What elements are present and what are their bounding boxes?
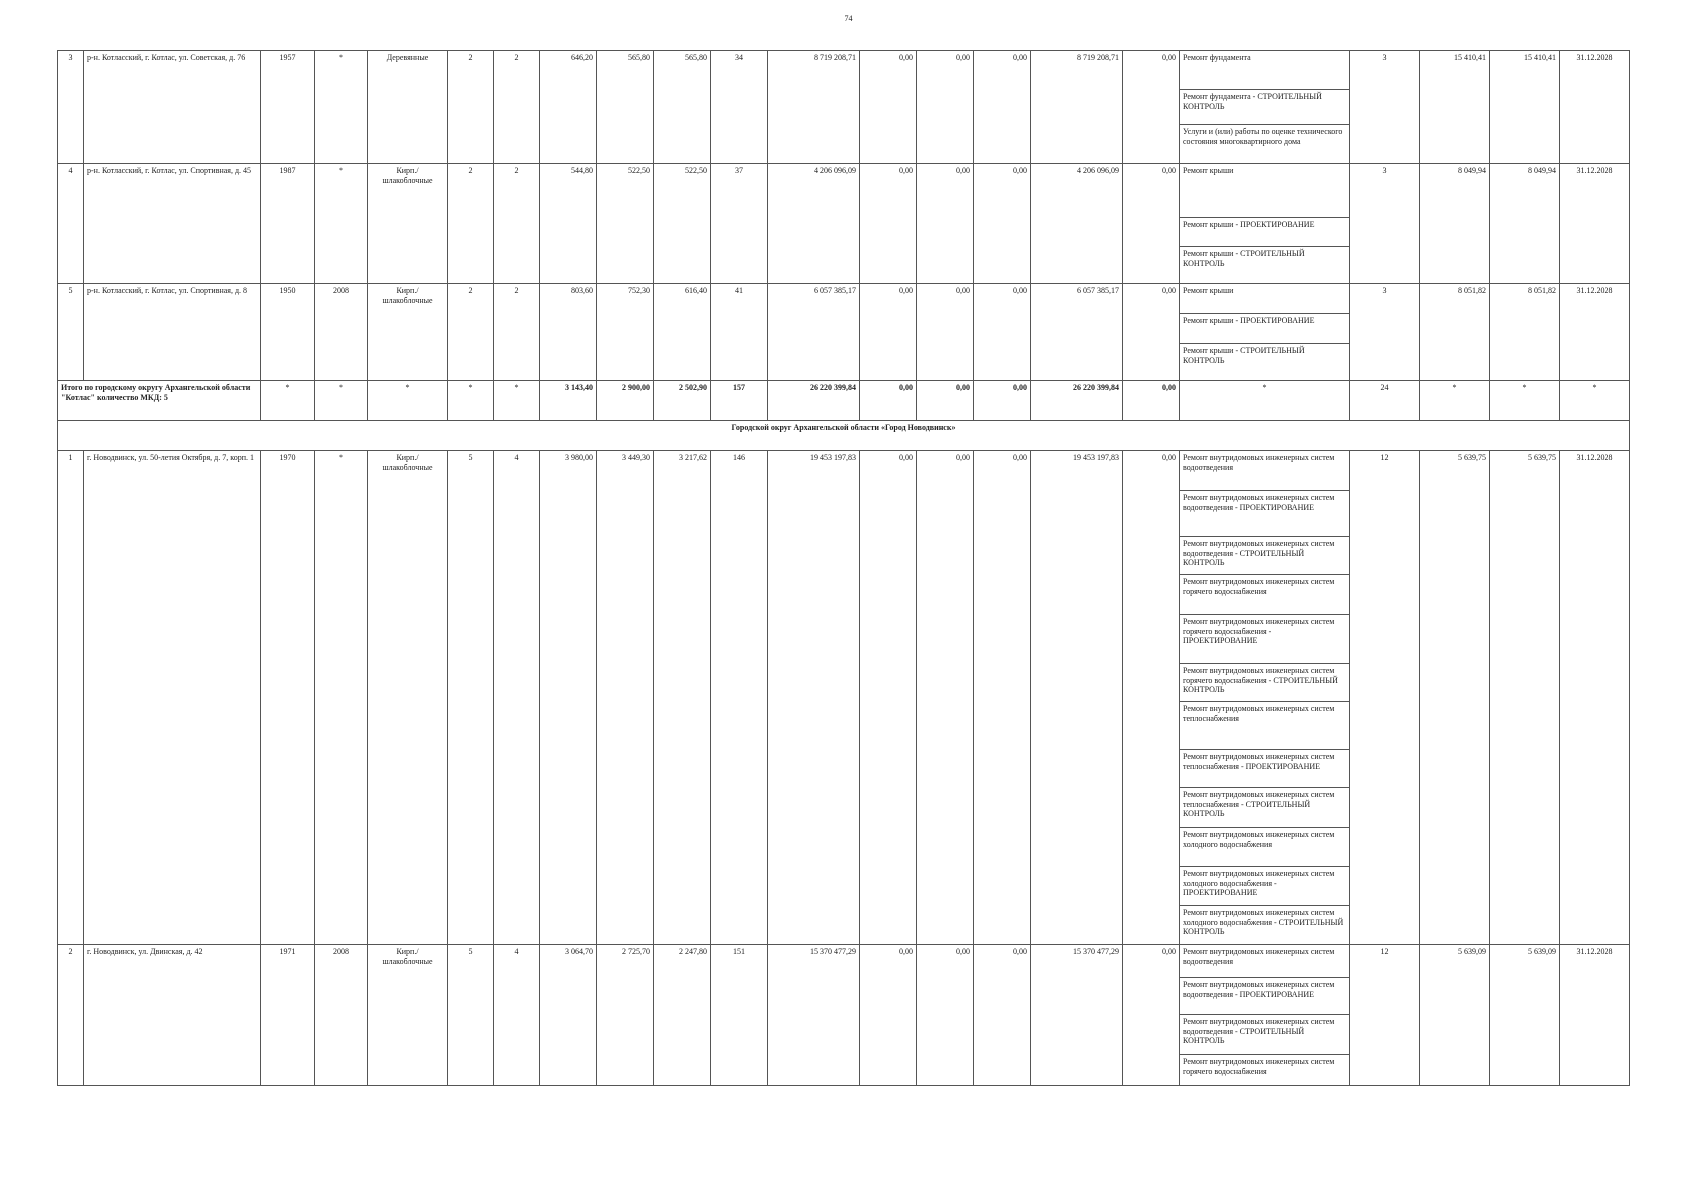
cell-f3: 0,00	[974, 284, 1031, 381]
cell-year-built: 1970	[261, 451, 315, 945]
cell-f2: 0,00	[917, 51, 974, 164]
cell-area-a: 752,30	[597, 284, 654, 381]
page-number: 74	[844, 14, 853, 23]
total-fund-5: 0,00	[1123, 381, 1180, 421]
table-row	[58, 945, 1630, 1086]
work-item: Ремонт внутридомовых инженерных систем холодного водоснабжения - ПРОЕКТИРОВАНИЕ	[1180, 867, 1349, 906]
cell-deadline: 31.12.2028	[1560, 284, 1630, 381]
cell-area-b: 3 217,62	[654, 451, 711, 945]
cell-f2: 0,00	[917, 945, 974, 1086]
table-row	[58, 164, 1630, 284]
work-item: Ремонт внутридомовых инженерных систем горячего водоснабжения - ПРОЕКТИРОВАНИЕ	[1180, 615, 1349, 664]
work-item: Ремонт внутридомовых инженерных систем холодного водоснабжения - СТРОИТЕЛЬНЫЙ КОНТРОЛЬ	[1183, 908, 1344, 937]
total-residents: 157	[711, 381, 768, 421]
cell-year-built: 1957	[261, 51, 315, 164]
work-item: Ремонт внутридомовых инженерных систем водоотведения - ПРОЕКТИРОВАНИЕ	[1180, 491, 1349, 537]
total-cost: 26 220 399,84	[768, 381, 860, 421]
work-item: Ремонт крыши - СТРОИТЕЛЬНЫЙ КОНТРОЛЬ	[1183, 346, 1305, 365]
total-area-a: 2 900,00	[597, 381, 654, 421]
work-item: Ремонт крыши	[1180, 164, 1349, 218]
cell-residents: 37	[711, 164, 768, 284]
cell-entrances: 2	[494, 51, 540, 164]
cell-year-overhaul: *	[315, 51, 368, 164]
cell-unit-cost: 8 049,94	[1420, 164, 1490, 284]
works-cell	[1180, 945, 1350, 1086]
cell-entrances: 4	[494, 945, 540, 1086]
section-title: Городской округ Архангельской области «Город Новодвинск»	[58, 421, 1630, 451]
novodvinsk-rows	[58, 451, 1630, 1086]
cell-cost-total: 4 206 096,09	[768, 164, 860, 284]
cell-unit-cost: 5 639,75	[1420, 451, 1490, 945]
cell-unit-max: 8 051,82	[1490, 284, 1560, 381]
total-row	[58, 381, 1630, 421]
work-item: Услуги и (или) работы по оценке технического состояния многоквартирного дома	[1183, 127, 1343, 146]
works-list	[1180, 51, 1349, 163]
cell-area-total: 646,20	[540, 51, 597, 164]
kotlas-rows	[58, 51, 1630, 381]
cell-area-b: 522,50	[654, 164, 711, 284]
cell-cost-total: 6 057 385,17	[768, 284, 860, 381]
cell-f4: 19 453 197,83	[1031, 451, 1123, 945]
cell-f5: 0,00	[1123, 451, 1180, 945]
work-item: Ремонт внутридомовых инженерных систем водоотведения	[1180, 451, 1349, 491]
total-fund-2: 0,00	[917, 381, 974, 421]
cell-f1: 0,00	[860, 945, 917, 1086]
cell-f4: 4 206 096,09	[1031, 164, 1123, 284]
work-item: Ремонт крыши - СТРОИТЕЛЬНЫЙ КОНТРОЛЬ	[1183, 249, 1305, 268]
cell-num: 5	[58, 284, 84, 381]
cell-address: р-н. Котласский, г. Котлас, ул. Спортивная, д. 45	[84, 164, 261, 284]
cell-deadline: 31.12.2028	[1560, 164, 1630, 284]
cell-address: г. Новодвинск, ул. 50-летия Октября, д. 7, корп. 1	[84, 451, 261, 945]
cell-year-overhaul: 2008	[315, 945, 368, 1086]
work-item: Ремонт внутридомовых инженерных систем холодного водоснабжения	[1180, 828, 1349, 867]
work-item: Ремонт внутридомовых инженерных систем водоотведения - ПРОЕКТИРОВАНИЕ	[1180, 978, 1349, 1015]
works-cell	[1180, 51, 1350, 164]
cell-f3: 0,00	[974, 451, 1031, 945]
cell-f1: 0,00	[860, 451, 917, 945]
cell-address: р-н. Котласский, г. Котлас, ул. Советская, д. 76	[84, 51, 261, 164]
cell-floors: 5	[448, 451, 494, 945]
cell-floors: 2	[448, 164, 494, 284]
cell-residents: 34	[711, 51, 768, 164]
cell-address: р-н. Котласский, г. Котлас, ул. Спортивная, д. 8	[84, 284, 261, 381]
cell-count: 12	[1350, 451, 1420, 945]
work-item: Ремонт внутридомовых инженерных систем теплоснабжения - СТРОИТЕЛЬНЫЙ КОНТРОЛЬ	[1180, 788, 1349, 828]
work-item: Ремонт внутридомовых инженерных систем горячего водоснабжения - СТРОИТЕЛЬНЫЙ КОНТРОЛЬ	[1180, 664, 1349, 702]
work-item: Ремонт внутридомовых инженерных систем водоотведения - СТРОИТЕЛЬНЫЙ КОНТРОЛЬ	[1180, 537, 1349, 575]
cell-deadline: 31.12.2028	[1560, 451, 1630, 945]
total-deadline: *	[1560, 381, 1630, 421]
cell-f4: 15 370 477,29	[1031, 945, 1123, 1086]
cell-area-a: 3 449,30	[597, 451, 654, 945]
cell-entrances: 2	[494, 164, 540, 284]
cell-num: 3	[58, 51, 84, 164]
table-row	[58, 451, 1630, 945]
cell-residents: 146	[711, 451, 768, 945]
cell-area-total: 3 064,70	[540, 945, 597, 1086]
total-area: 3 143,40	[540, 381, 597, 421]
works-list	[1180, 284, 1349, 380]
cell-unit-max: 5 639,75	[1490, 451, 1560, 945]
cell-f5: 0,00	[1123, 164, 1180, 284]
cell-f2: 0,00	[917, 164, 974, 284]
cell-area-a: 2 725,70	[597, 945, 654, 1086]
total-unit-max: *	[1490, 381, 1560, 421]
cell-f3: 0,00	[974, 51, 1031, 164]
cell-residents: 41	[711, 284, 768, 381]
works-cell	[1180, 284, 1350, 381]
cell-year-built: 1987	[261, 164, 315, 284]
total-works: *	[1180, 381, 1350, 421]
cell-f3: 0,00	[974, 164, 1031, 284]
total-fund-1: 0,00	[860, 381, 917, 421]
cell-f5: 0,00	[1123, 284, 1180, 381]
total-cell: *	[368, 381, 448, 421]
cell-f1: 0,00	[860, 284, 917, 381]
works-list	[1180, 451, 1349, 944]
work-item: Ремонт внутридомовых инженерных систем водоотведения	[1180, 945, 1349, 978]
works-cell	[1180, 451, 1350, 945]
cell-residents: 151	[711, 945, 768, 1086]
cell-f1: 0,00	[860, 51, 917, 164]
kotlas-total	[58, 381, 1630, 451]
cell-unit-max: 15 410,41	[1490, 51, 1560, 164]
cell-entrances: 4	[494, 451, 540, 945]
cell-num: 2	[58, 945, 84, 1086]
cell-entrances: 2	[494, 284, 540, 381]
table-row	[58, 51, 1630, 164]
total-label: Итого по городскому округу Архангельской области "Котлас" количество МКД: 5	[58, 381, 261, 421]
total-cell: *	[448, 381, 494, 421]
work-item: Ремонт фундамента	[1180, 51, 1349, 90]
cell-material: Деревянные	[368, 51, 448, 164]
works-list	[1180, 164, 1349, 283]
cell-count: 3	[1350, 164, 1420, 284]
cell-floors: 2	[448, 284, 494, 381]
cell-area-a: 522,50	[597, 164, 654, 284]
total-fund-4: 26 220 399,84	[1031, 381, 1123, 421]
cell-deadline: 31.12.2028	[1560, 51, 1630, 164]
cell-f4: 8 719 208,71	[1031, 51, 1123, 164]
works-list	[1180, 945, 1349, 1085]
work-item: Ремонт фундамента - СТРОИТЕЛЬНЫЙ КОНТРОЛЬ	[1180, 90, 1349, 125]
cell-area-a: 565,80	[597, 51, 654, 164]
work-item: Ремонт внутридомовых инженерных систем теплоснабжения - ПРОЕКТИРОВАНИЕ	[1180, 750, 1349, 788]
works-cell	[1180, 164, 1350, 284]
cell-area-total: 3 980,00	[540, 451, 597, 945]
cell-unit-max: 8 049,94	[1490, 164, 1560, 284]
cell-area-total: 544,80	[540, 164, 597, 284]
cell-count: 3	[1350, 284, 1420, 381]
cell-year-built: 1950	[261, 284, 315, 381]
cell-f3: 0,00	[974, 945, 1031, 1086]
work-item: Ремонт внутридомовых инженерных систем горячего водоснабжения	[1183, 1057, 1335, 1076]
cell-material: Кирп./ шлакоблочные	[368, 451, 448, 945]
work-item: Ремонт крыши	[1180, 284, 1349, 314]
work-item: Ремонт внутридомовых инженерных систем водоотведения - СТРОИТЕЛЬНЫЙ КОНТРОЛЬ	[1180, 1015, 1349, 1055]
cell-unit-cost: 15 410,41	[1420, 51, 1490, 164]
cell-area-b: 2 247,80	[654, 945, 711, 1086]
cell-floors: 5	[448, 945, 494, 1086]
cell-area-total: 803,60	[540, 284, 597, 381]
cell-material: Кирп./ шлакоблочные	[368, 284, 448, 381]
work-item: Ремонт крыши - ПРОЕКТИРОВАНИЕ	[1180, 314, 1349, 344]
cell-deadline: 31.12.2028	[1560, 945, 1630, 1086]
cell-f2: 0,00	[917, 451, 974, 945]
cell-unit-max: 5 639,09	[1490, 945, 1560, 1086]
cell-cost-total: 19 453 197,83	[768, 451, 860, 945]
cell-cost-total: 8 719 208,71	[768, 51, 860, 164]
cell-address: г. Новодвинск, ул. Двинская, д. 42	[84, 945, 261, 1086]
repair-register-table	[57, 50, 1630, 1086]
cell-num: 1	[58, 451, 84, 945]
work-item: Ремонт крыши - ПРОЕКТИРОВАНИЕ	[1180, 218, 1349, 247]
cell-material: Кирп./ шлакоблочные	[368, 164, 448, 284]
total-cell: *	[315, 381, 368, 421]
cell-num: 4	[58, 164, 84, 284]
total-fund-3: 0,00	[974, 381, 1031, 421]
total-cell: *	[261, 381, 315, 421]
cell-f5: 0,00	[1123, 51, 1180, 164]
total-area-b: 2 502,90	[654, 381, 711, 421]
cell-area-b: 616,40	[654, 284, 711, 381]
cell-floors: 2	[448, 51, 494, 164]
cell-year-overhaul: *	[315, 164, 368, 284]
cell-f2: 0,00	[917, 284, 974, 381]
work-item: Ремонт внутридомовых инженерных систем горячего водоснабжения	[1180, 575, 1349, 615]
cell-cost-total: 15 370 477,29	[768, 945, 860, 1086]
cell-f4: 6 057 385,17	[1031, 284, 1123, 381]
cell-material: Кирп./ шлакоблочные	[368, 945, 448, 1086]
cell-unit-cost: 8 051,82	[1420, 284, 1490, 381]
cell-count: 12	[1350, 945, 1420, 1086]
total-count: 24	[1350, 381, 1420, 421]
total-cell: *	[494, 381, 540, 421]
cell-year-overhaul: *	[315, 451, 368, 945]
cell-f1: 0,00	[860, 164, 917, 284]
work-item: Ремонт внутридомовых инженерных систем теплоснабжения	[1180, 702, 1349, 750]
cell-area-b: 565,80	[654, 51, 711, 164]
cell-unit-cost: 5 639,09	[1420, 945, 1490, 1086]
cell-year-built: 1971	[261, 945, 315, 1086]
total-unit-cost: *	[1420, 381, 1490, 421]
section-row	[58, 421, 1630, 451]
cell-count: 3	[1350, 51, 1420, 164]
cell-f5: 0,00	[1123, 945, 1180, 1086]
cell-year-overhaul: 2008	[315, 284, 368, 381]
table-row	[58, 284, 1630, 381]
